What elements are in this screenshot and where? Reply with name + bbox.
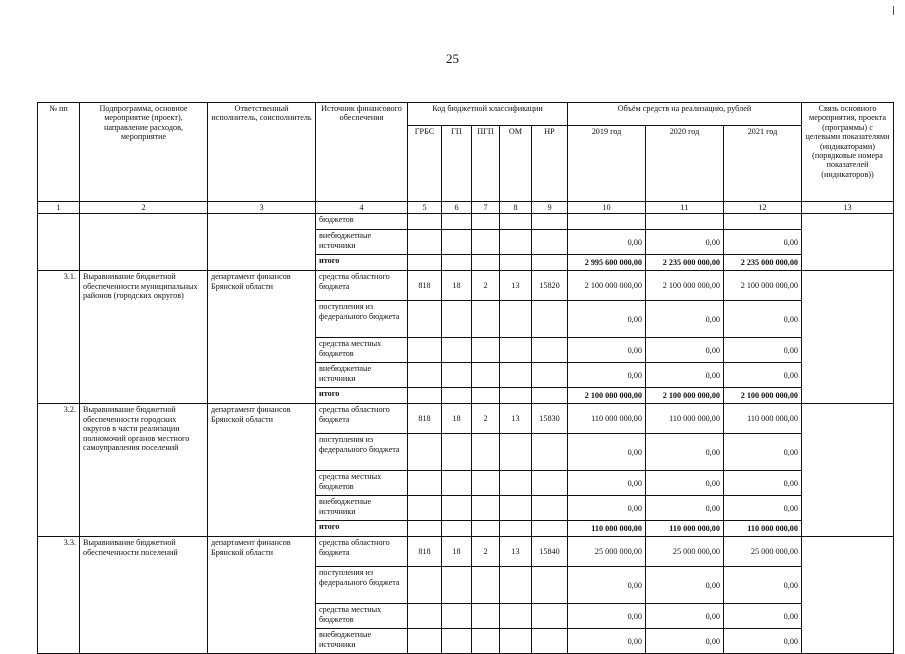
column-index: 5 [408, 202, 442, 214]
section-executor: департамент финансов Брянской области [208, 537, 316, 654]
code-np-empty [532, 338, 568, 363]
code-gp-empty [442, 301, 472, 338]
budget-table [37, 102, 894, 654]
amount-2020: 2 235 000 000,00 [646, 255, 724, 271]
amount-2021: 0,00 [724, 338, 802, 363]
amount-2021: 2 100 000 000,00 [724, 388, 802, 404]
funding-source: внебюджетные источники [316, 629, 408, 654]
amount-2019: 0,00 [568, 471, 646, 496]
column-index: 3 [208, 202, 316, 214]
code-np-empty [532, 471, 568, 496]
header-executor: Ответственный исполнитель, соисполнитель [208, 103, 316, 202]
code-np: 15840 [532, 537, 568, 567]
amount-2019: 110 000 000,00 [568, 404, 646, 434]
section-row [38, 537, 894, 567]
amount-2021 [724, 214, 802, 230]
code-grbs-empty [408, 521, 442, 537]
funding-source: средства местных бюджетов [316, 471, 408, 496]
code-pgp-empty [472, 230, 500, 255]
amount-2019: 0,00 [568, 629, 646, 654]
code-om-empty [500, 434, 532, 471]
header-row [38, 103, 894, 126]
funding-source: внебюджетные источники [316, 496, 408, 521]
amount-2021: 0,00 [724, 471, 802, 496]
code-np-empty [532, 230, 568, 255]
code-om: 13 [500, 404, 532, 434]
column-index: 6 [442, 202, 472, 214]
code-np-empty [532, 629, 568, 654]
header-link: Связь основного мероприятия, проекта (программы) с целевыми показателями (индикаторами) (порядковые номера показателей (индикаторов)) [802, 103, 894, 202]
amount-2019: 0,00 [568, 567, 646, 604]
funding-source: итого [316, 388, 408, 404]
amount-2019: 25 000 000,00 [568, 537, 646, 567]
carryover-row [38, 214, 894, 230]
amount-2021: 0,00 [724, 301, 802, 338]
funding-source: средства областного бюджета [316, 404, 408, 434]
header-om: ОМ [500, 126, 532, 202]
code-gp-empty [442, 214, 472, 230]
code-grbs-empty [408, 230, 442, 255]
amount-2021: 2 235 000 000,00 [724, 255, 802, 271]
amount-2019: 2 100 000 000,00 [568, 271, 646, 301]
code-om-empty [500, 471, 532, 496]
amount-2020: 0,00 [646, 434, 724, 471]
amount-2019: 0,00 [568, 301, 646, 338]
header-year-2020: 2020 год [646, 126, 724, 202]
amount-2020: 25 000 000,00 [646, 537, 724, 567]
code-om-empty [500, 214, 532, 230]
code-pgp: 2 [472, 271, 500, 301]
amount-2019: 0,00 [568, 604, 646, 629]
code-np: 15820 [532, 271, 568, 301]
code-gp-empty [442, 388, 472, 404]
amount-2021: 0,00 [724, 363, 802, 388]
code-np-empty [532, 255, 568, 271]
section-row [38, 271, 894, 301]
code-om-empty [500, 629, 532, 654]
column-index-row [38, 202, 894, 214]
column-index: 7 [472, 202, 500, 214]
header-grbs: ГРБС [408, 126, 442, 202]
header-num: № пп [38, 103, 80, 202]
amount-2020: 110 000 000,00 [646, 521, 724, 537]
code-pgp-empty [472, 301, 500, 338]
code-pgp-empty [472, 629, 500, 654]
section-number: 3.2. [38, 404, 80, 537]
header-pgp: ПГП [472, 126, 500, 202]
funding-source: поступления из федерального бюджета [316, 434, 408, 471]
indicator-link-cell [802, 404, 894, 537]
column-index: 11 [646, 202, 724, 214]
code-grbs-empty [408, 496, 442, 521]
amount-2019: 2 100 000 000,00 [568, 388, 646, 404]
amount-2020: 0,00 [646, 567, 724, 604]
section-number: 3.1. [38, 271, 80, 404]
code-gp: 18 [442, 537, 472, 567]
funding-source: итого [316, 255, 408, 271]
code-np-empty [532, 214, 568, 230]
column-index: 2 [80, 202, 208, 214]
code-np-empty [532, 363, 568, 388]
header-gp: ГП [442, 126, 472, 202]
amount-2020: 0,00 [646, 363, 724, 388]
code-om: 13 [500, 271, 532, 301]
code-grbs-empty [408, 388, 442, 404]
header-year-2021: 2021 год [724, 126, 802, 202]
amount-2021: 2 100 000 000,00 [724, 271, 802, 301]
code-pgp-empty [472, 567, 500, 604]
code-gp-empty [442, 338, 472, 363]
carryover-empty-cell [208, 214, 316, 271]
code-grbs: 818 [408, 271, 442, 301]
code-np-empty [532, 434, 568, 471]
amount-2020: 0,00 [646, 230, 724, 255]
amount-2019 [568, 214, 646, 230]
column-index: 8 [500, 202, 532, 214]
header-budget-code: Код бюджетной классификации [408, 103, 568, 126]
code-om-empty [500, 301, 532, 338]
code-grbs-empty [408, 567, 442, 604]
amount-2021: 0,00 [724, 604, 802, 629]
amount-2019: 0,00 [568, 338, 646, 363]
code-gp-empty [442, 496, 472, 521]
code-grbs: 818 [408, 404, 442, 434]
carryover-empty-cell [38, 214, 80, 271]
code-pgp-empty [472, 521, 500, 537]
amount-2021: 25 000 000,00 [724, 537, 802, 567]
code-np-empty [532, 567, 568, 604]
amount-2021: 0,00 [724, 434, 802, 471]
page-number: 25 [446, 51, 459, 66]
code-pgp-empty [472, 434, 500, 471]
code-np-empty [532, 388, 568, 404]
amount-2020: 110 000 000,00 [646, 404, 724, 434]
code-gp: 18 [442, 404, 472, 434]
amount-2021: 0,00 [724, 567, 802, 604]
code-grbs-empty [408, 301, 442, 338]
amount-2021: 110 000 000,00 [724, 521, 802, 537]
code-om-empty [500, 388, 532, 404]
code-gp-empty [442, 471, 472, 496]
amount-2021: 0,00 [724, 496, 802, 521]
code-pgp-empty [472, 255, 500, 271]
header-volume: Объём средств на реализацию, рублей [568, 103, 802, 126]
code-gp-empty [442, 521, 472, 537]
column-index: 10 [568, 202, 646, 214]
code-om-empty [500, 255, 532, 271]
code-grbs-empty [408, 434, 442, 471]
amount-2019: 0,00 [568, 434, 646, 471]
code-gp-empty [442, 363, 472, 388]
code-gp-empty [442, 255, 472, 271]
amount-2020: 0,00 [646, 338, 724, 363]
funding-source: средства местных бюджетов [316, 604, 408, 629]
section-name: Выравнивание бюджетной обеспеченности муниципальных районов (городских округов) [80, 271, 208, 404]
carryover-empty-cell [80, 214, 208, 271]
code-gp-empty [442, 230, 472, 255]
section-name: Выравнивание бюджетной обеспеченности городских округов в части реализации полномочий органов местного самоуправления поселений [80, 404, 208, 537]
funding-source: внебюджетные источники [316, 363, 408, 388]
code-np-empty [532, 604, 568, 629]
code-pgp-empty [472, 363, 500, 388]
code-grbs-empty [408, 214, 442, 230]
indicator-link-cell [802, 271, 894, 404]
indicator-link-cell [802, 214, 894, 271]
amount-2021: 110 000 000,00 [724, 404, 802, 434]
code-np-empty [532, 521, 568, 537]
amount-2019: 0,00 [568, 363, 646, 388]
code-om-empty [500, 363, 532, 388]
amount-2021: 0,00 [724, 230, 802, 255]
code-gp-empty [442, 604, 472, 629]
column-index: 1 [38, 202, 80, 214]
funding-source: средства областного бюджета [316, 271, 408, 301]
code-pgp-empty [472, 214, 500, 230]
funding-source: средства местных бюджетов [316, 338, 408, 363]
code-pgp: 2 [472, 537, 500, 567]
code-grbs-empty [408, 363, 442, 388]
amount-2020: 0,00 [646, 496, 724, 521]
code-pgp-empty [472, 604, 500, 629]
code-om-empty [500, 230, 532, 255]
code-pgp-empty [472, 338, 500, 363]
header-year-2019: 2019 год [568, 126, 646, 202]
amount-2020: 0,00 [646, 301, 724, 338]
code-pgp: 2 [472, 404, 500, 434]
code-pgp-empty [472, 496, 500, 521]
column-index: 9 [532, 202, 568, 214]
code-om-empty [500, 567, 532, 604]
page-edge-mark [893, 6, 894, 15]
indicator-link-cell [802, 537, 894, 654]
header-source: Источник финансового обеспечения [316, 103, 408, 202]
code-gp-empty [442, 567, 472, 604]
section-executor: департамент финансов Брянской области [208, 271, 316, 404]
code-om-empty [500, 338, 532, 363]
funding-source: поступления из федерального бюджета [316, 301, 408, 338]
code-om-empty [500, 521, 532, 537]
code-gp-empty [442, 629, 472, 654]
code-np: 15830 [532, 404, 568, 434]
funding-source: внебюджетные источники [316, 230, 408, 255]
code-pgp-empty [472, 388, 500, 404]
amount-2019: 0,00 [568, 230, 646, 255]
section-name: Выравнивание бюджетной обеспеченности поселений [80, 537, 208, 654]
header-subprogram: Подпрограмма, основное мероприятие (проект), направление расходов, мероприятие [80, 103, 208, 202]
amount-2020: 0,00 [646, 629, 724, 654]
code-grbs-empty [408, 255, 442, 271]
section-number: 3.3. [38, 537, 80, 654]
code-grbs: 818 [408, 537, 442, 567]
header-np: НР [532, 126, 568, 202]
code-pgp-empty [472, 471, 500, 496]
funding-source: средства областного бюджета [316, 537, 408, 567]
amount-2019: 110 000 000,00 [568, 521, 646, 537]
code-om: 13 [500, 537, 532, 567]
section-row [38, 404, 894, 434]
code-grbs-empty [408, 629, 442, 654]
section-executor: департамент финансов Брянской области [208, 404, 316, 537]
amount-2020 [646, 214, 724, 230]
code-gp: 18 [442, 271, 472, 301]
column-index: 12 [724, 202, 802, 214]
code-grbs-empty [408, 471, 442, 496]
code-grbs-empty [408, 604, 442, 629]
code-np-empty [532, 496, 568, 521]
column-index: 13 [802, 202, 894, 214]
column-index: 4 [316, 202, 408, 214]
code-grbs-empty [408, 338, 442, 363]
amount-2020: 2 100 000 000,00 [646, 271, 724, 301]
code-gp-empty [442, 434, 472, 471]
amount-2021: 0,00 [724, 629, 802, 654]
amount-2019: 2 995 600 000,00 [568, 255, 646, 271]
funding-source: итого [316, 521, 408, 537]
amount-2020: 0,00 [646, 604, 724, 629]
amount-2019: 0,00 [568, 496, 646, 521]
funding-source: поступления из федерального бюджета [316, 567, 408, 604]
amount-2020: 0,00 [646, 471, 724, 496]
code-om-empty [500, 604, 532, 629]
funding-source: бюджетов [316, 214, 408, 230]
amount-2020: 2 100 000 000,00 [646, 388, 724, 404]
code-om-empty [500, 496, 532, 521]
code-np-empty [532, 301, 568, 338]
